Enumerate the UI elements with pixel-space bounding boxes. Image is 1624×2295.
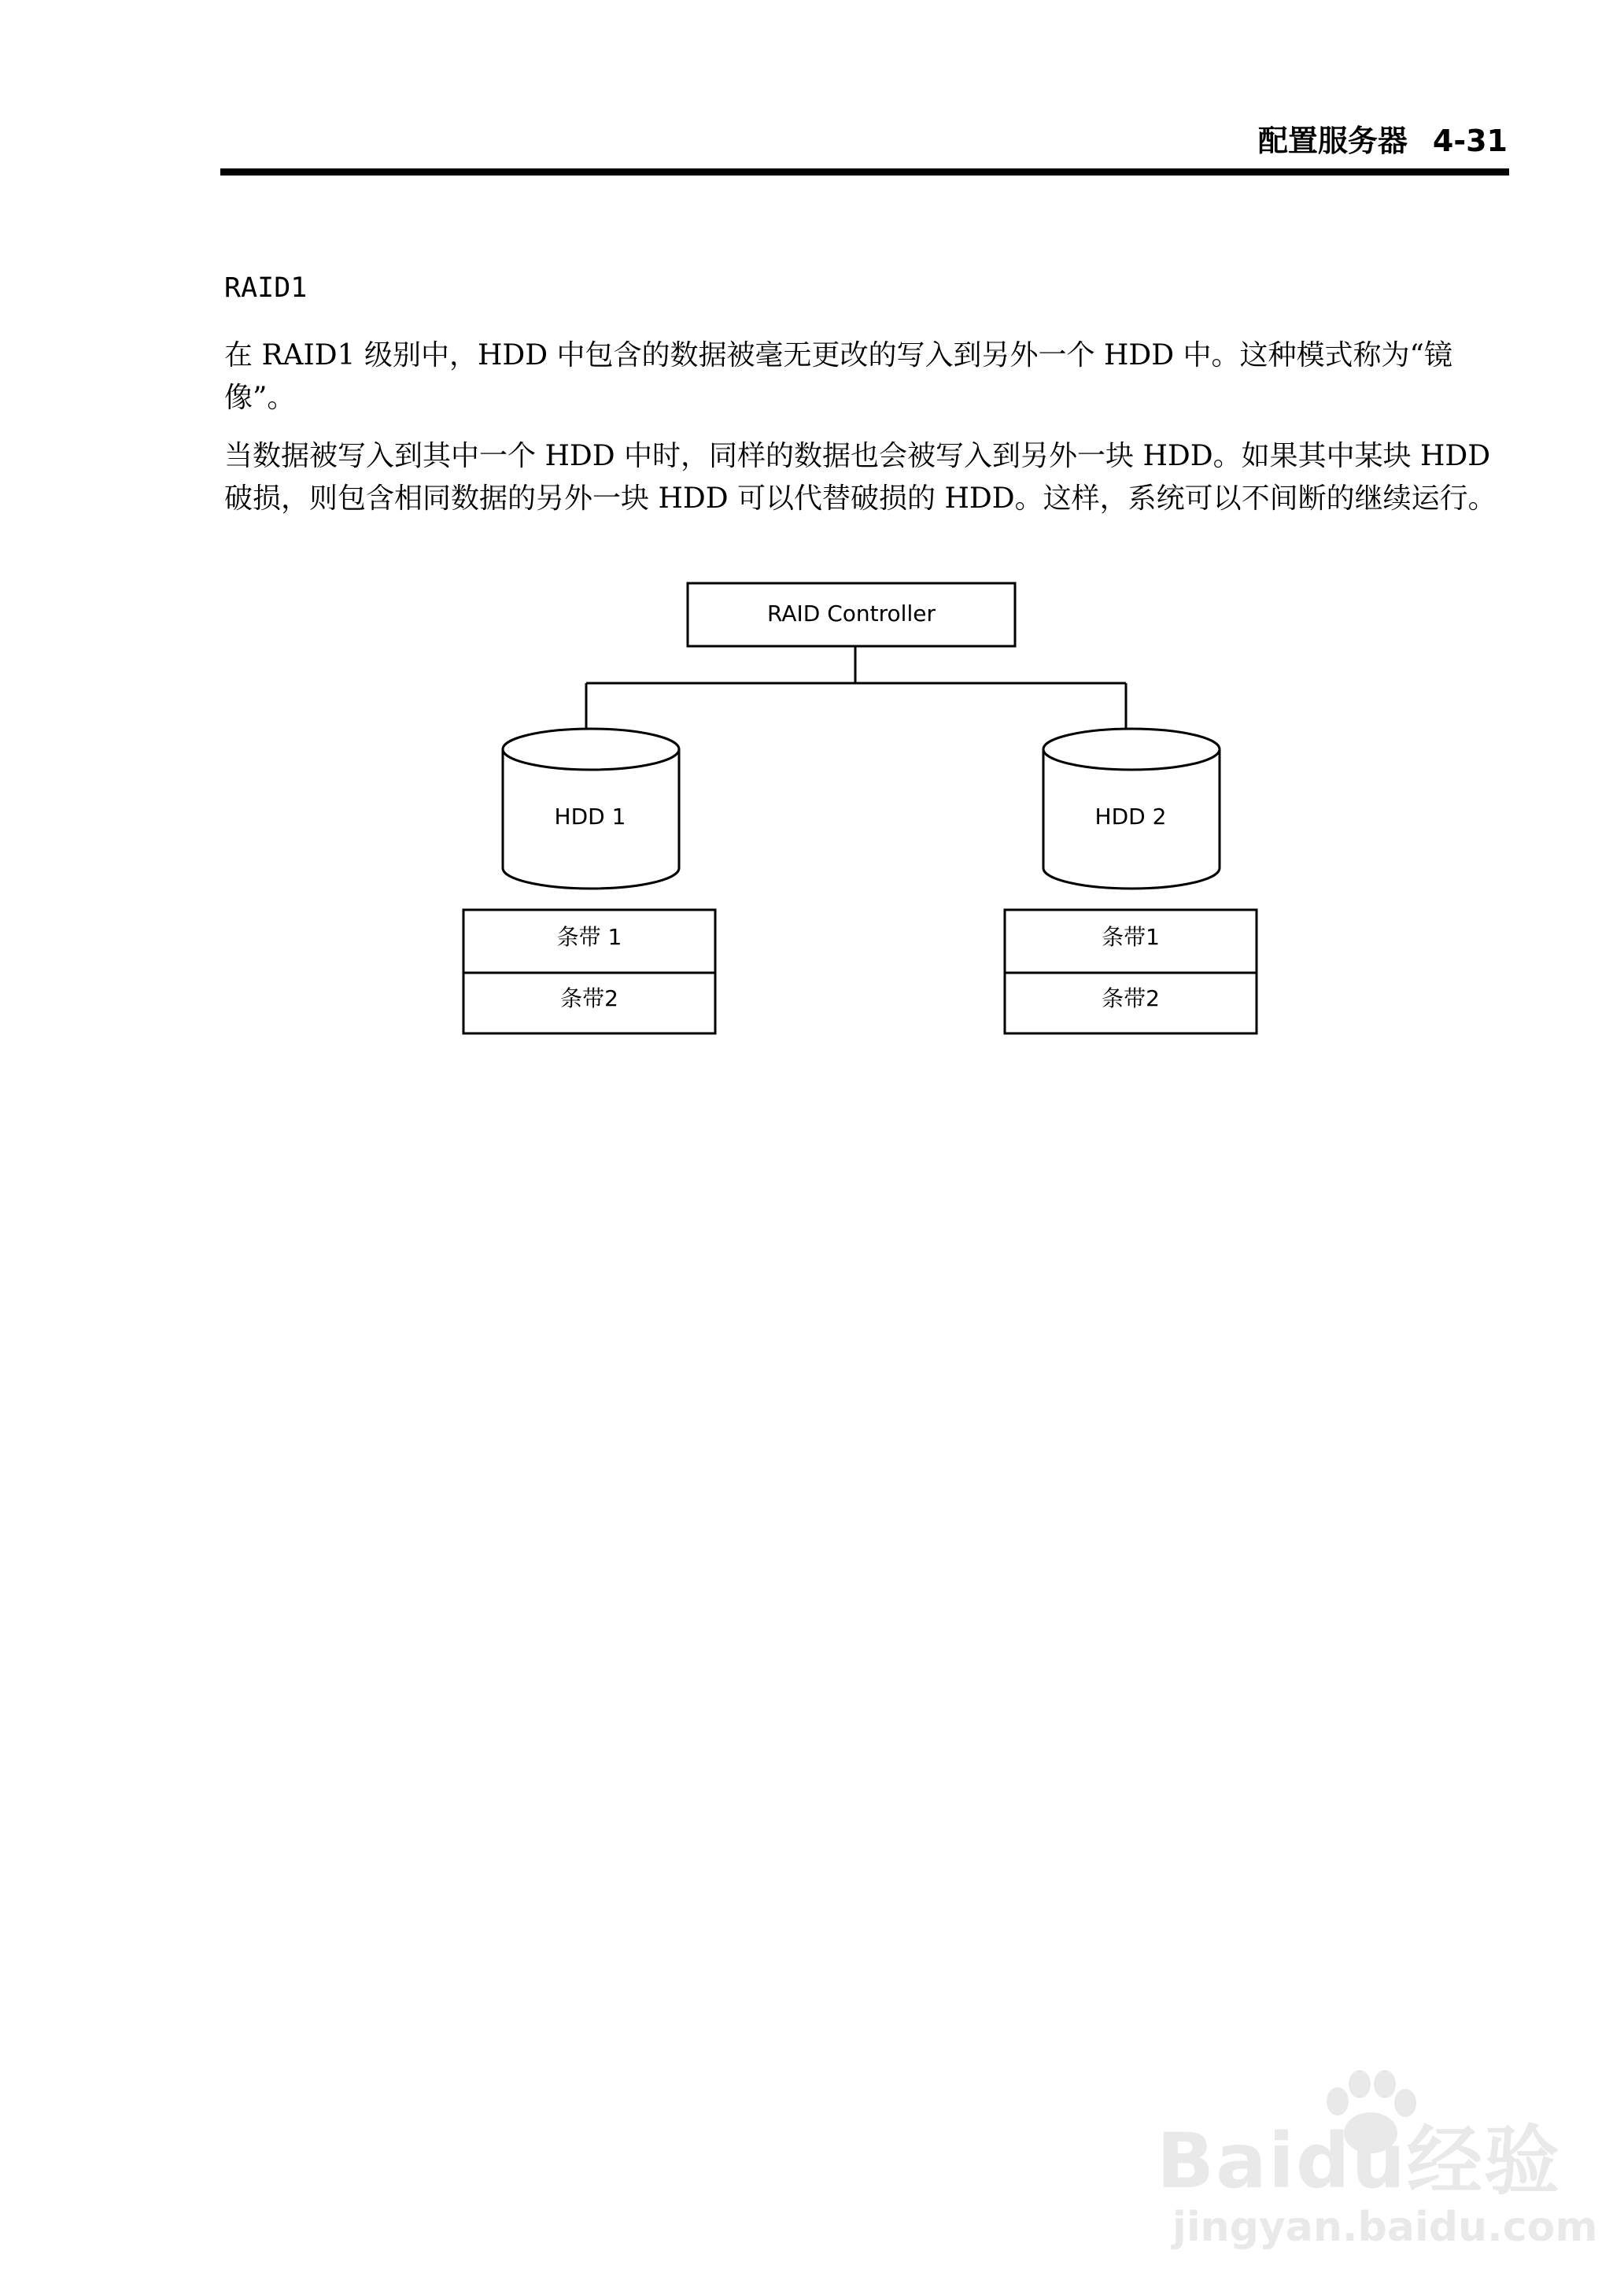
section-title: RAID1 xyxy=(224,272,308,304)
hdd2-stripe-2: 条带2 xyxy=(1102,985,1160,1011)
watermark-url: jingyan.baidu.com xyxy=(1172,2204,1598,2251)
hdd1-stripe-2: 条带2 xyxy=(560,985,618,1011)
raid-controller-label: RAID Controller xyxy=(767,601,936,626)
hdd2-stripe-1: 条带1 xyxy=(1102,924,1160,950)
hdd1-stripe-1: 条带 1 xyxy=(556,924,622,950)
hdd1-label: HDD 1 xyxy=(554,804,626,830)
hdd2-label: HDD 2 xyxy=(1094,804,1167,830)
watermark-brand: Baidu经验 xyxy=(1157,2117,1561,2205)
paragraph-mirroring-behavior: 当数据被写入到其中一个 HDD 中时，同样的数据也会被写入到另外一块 HDD。如果其中某块 HDD 破损，则包含相同数据的另外一块 HDD 可以代替破损的 HDD。这样，系统可以不间断的继续运行。 xyxy=(224,440,1497,515)
paragraph-mirroring-definition: 在 RAID1 级别中，HDD 中包含的数据被毫无更改的写入到另外一个 HDD 中。这种模式称为“镜像”。 xyxy=(224,339,1452,414)
baidu-watermark xyxy=(1157,2070,1598,2267)
chapter-title: 配置服务器 xyxy=(1257,124,1408,158)
page-number: 4-31 xyxy=(1432,124,1508,158)
